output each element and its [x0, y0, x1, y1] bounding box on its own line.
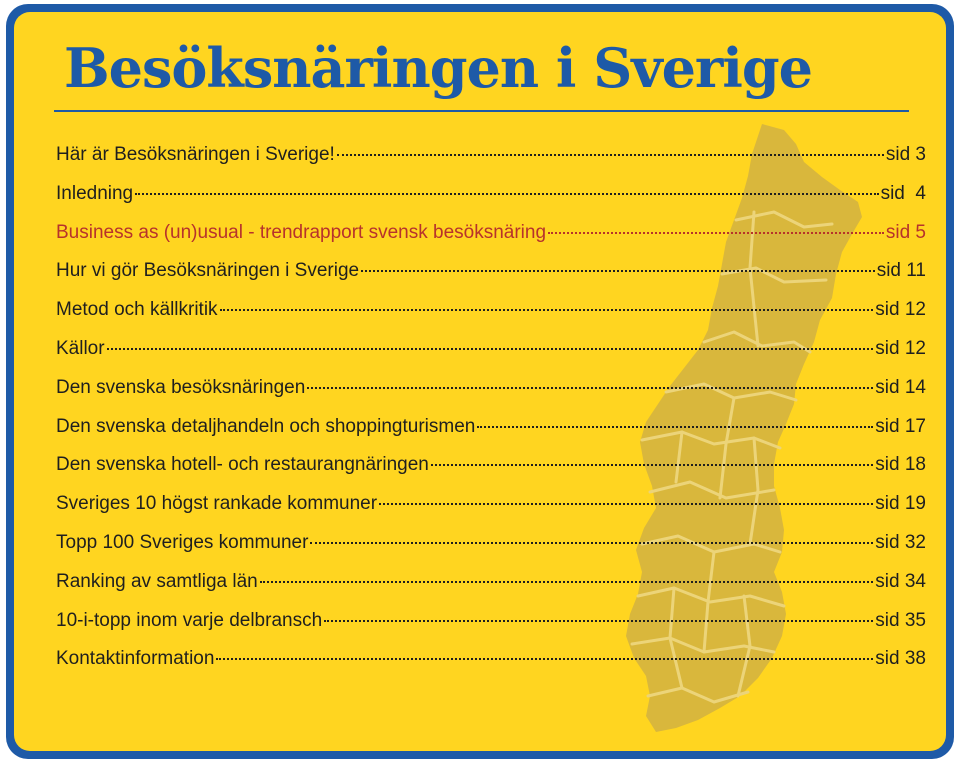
page-title: Besöksnäringen i Sverige: [64, 36, 813, 100]
toc-leader-dots: [310, 542, 873, 544]
toc-item-page: sid 14: [875, 376, 926, 398]
toc-item[interactable]: [56, 532, 926, 571]
toc-leader-dots: [324, 620, 873, 622]
toc-item-title: Här är Besöksnäringen i Sverige!: [56, 144, 335, 165]
toc-item-page: sid 32: [875, 531, 926, 553]
toc-item-title: Sveriges 10 högst rankade kommuner: [56, 493, 378, 515]
toc-leader-dots: [220, 309, 874, 311]
toc-item[interactable]: [56, 454, 926, 493]
toc-item-title: Inledning: [56, 182, 134, 204]
toc-leader-dots: [337, 154, 884, 156]
toc-item-title: Ranking av samtliga län: [56, 570, 258, 592]
toc-item-page: sid 5: [885, 221, 926, 243]
toc-leader-dots: [307, 387, 873, 389]
toc-item-page: sid 11: [876, 260, 926, 282]
toc-item-page: sid 4: [880, 182, 926, 204]
toc-item-page: sid 3: [885, 144, 926, 165]
toc-item-title: Den svenska besöksnäringen: [56, 376, 306, 398]
toc-leader-dots: [361, 270, 875, 272]
toc-item[interactable]: [56, 610, 926, 649]
content-panel: [14, 12, 946, 751]
toc-item-page: sid 18: [875, 454, 926, 476]
toc-item-title: Den svenska detaljhandeln och shoppingturismen: [56, 415, 476, 437]
toc-leader-dots: [107, 348, 874, 350]
toc-item-page: sid 19: [875, 493, 926, 515]
toc-item[interactable]: [56, 571, 926, 610]
toc-item[interactable]: [56, 377, 926, 416]
page-frame: [6, 4, 954, 759]
toc-item[interactable]: [56, 299, 926, 338]
toc-item-title: Källor: [56, 337, 105, 359]
toc-item-title: Topp 100 Sveriges kommuner: [56, 531, 309, 553]
toc-item-title: Metod och källkritik: [56, 299, 218, 321]
toc-leader-dots: [431, 464, 873, 466]
toc-item-page: sid 34: [875, 570, 926, 592]
toc-item-title: Hur vi gör Besöksnäringen i Sverige: [56, 260, 360, 282]
toc-leader-dots: [379, 503, 873, 505]
toc-item[interactable]: [56, 338, 926, 377]
toc-item-title: 10-i-topp inom varje delbransch: [56, 609, 323, 631]
toc-leader-dots: [135, 193, 878, 195]
toc-item-title: Business as (un)usual - trendrapport svensk besöksnäring: [56, 221, 547, 243]
toc-item[interactable]: [56, 416, 926, 455]
toc-item-page: sid 35: [875, 609, 926, 631]
toc-item-title: Den svenska hotell- och restaurangnäringen: [56, 454, 429, 476]
toc-item-page: sid 38: [875, 648, 926, 670]
toc-leader-dots: [260, 581, 874, 583]
toc-leader-dots: [216, 658, 873, 660]
title-underline: [54, 110, 909, 112]
toc-item[interactable]: [56, 183, 926, 222]
toc-item-page: sid 17: [875, 415, 926, 437]
toc-item-page: sid 12: [875, 299, 926, 321]
table-of-contents: [56, 144, 926, 687]
toc-leader-dots: [477, 426, 873, 428]
toc-item-page: sid 12: [875, 337, 926, 359]
toc-leader-dots: [548, 232, 884, 234]
toc-item[interactable]: [56, 648, 926, 687]
toc-item[interactable]: [56, 144, 926, 183]
toc-item[interactable]: [56, 493, 926, 532]
toc-item-title: Kontaktinformation: [56, 648, 215, 670]
toc-item[interactable]: [56, 222, 926, 261]
toc-item[interactable]: [56, 260, 926, 299]
